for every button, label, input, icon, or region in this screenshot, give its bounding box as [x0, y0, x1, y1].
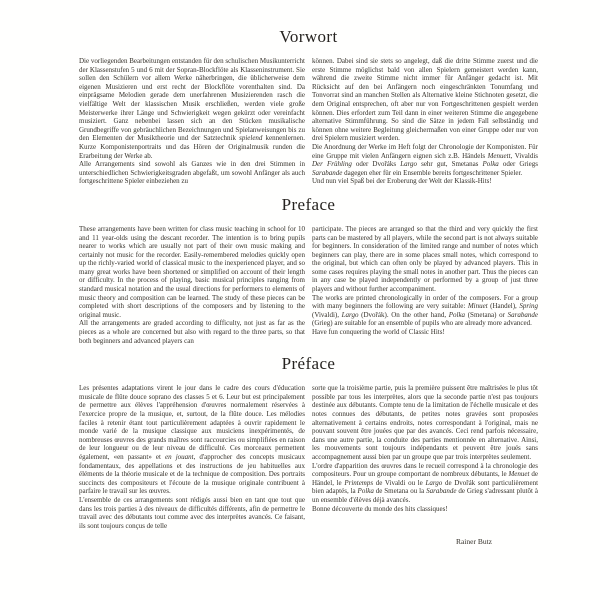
italic-title: Sarabande — [312, 168, 343, 177]
columns — [79, 225, 538, 345]
italic-title: Spring — [519, 302, 538, 311]
italic-title: Printemps — [344, 478, 374, 487]
text-column-1 — [79, 225, 305, 345]
section-preface — [79, 195, 538, 345]
paragraph: können. Dabei sind sie stets so angelegt, daß die dritte Stimme zuerst und die erste Stimme möglichst bald von allen Spielern gemeistert werden kann, während die zweite Stimme nicht immer für Anfänger gedacht ist. Mit Rücksicht auf den bei Anfängern noch eingeschränkten Tonumfang und Tonvorrat sind an manchen Stellen als Alternative kleine Stichnoten gesetzt, die dem Original entsprechen, oft aber nur von Fortgeschrittenen gespielt werden können. Dies erfordert zum Teil dann in einer weiteren Stimme die angegebene alternative Stimmführung. So sind die Sätze in jedem Fall selbständig und können ohne weitere Begleitung gleichermaßen von einer Gruppe oder nur von drei Spielern musiziert werden. — [312, 57, 538, 143]
text-column-2 — [312, 384, 538, 530]
italic-title: Sarabande — [426, 487, 457, 496]
section-title-preface-fr: Préface — [281, 354, 336, 374]
italic-title: Polka — [357, 487, 374, 496]
italic-title: Minuet — [467, 302, 488, 311]
italic-title: Sarabande — [507, 310, 538, 319]
section-title-preface: Preface — [281, 194, 336, 214]
section-title-vorwort: Vorwort — [279, 27, 338, 46]
italic-title: Menuett — [487, 151, 511, 160]
columns — [79, 57, 538, 186]
paragraph: Die vorliegenden Bearbeitungen entstanden für den schulischen Musikunterricht der Klassenstufen 5 und 6 mit der Sopran-Blockflöte als Klasseninstrument. Sie sollen den Schülern vor allem Werke näherbringen, die üblicherweise dem eigenen Musizieren und erst recht der Blockflöte vorenthalten sind. Da einprägsame Melodien gerade dem unerfahrenen Musizierenden rasch die vielfältige Welt der klassischen Musik erschließen, werden viele große Meisterwerke ihrer Länge und Schwierigkeit wegen gekürzt oder vereinfacht musiziert. Ganz nebenbei lassen sich an den Stücken musikalische Grundbegriffe von gebräuchlichen Bezeichnungen und Spielanweisungen bis zu den Elementen der Musiktheorie und der Satztechnik spielend kennenlernen. Kurze Komponistenportraits und das Hören der Originalmusik runden die Erarbeitung der Werke ab. — [79, 57, 305, 160]
section-preface-fr — [79, 354, 538, 530]
paragraph: Bonne découverte du monde des hits classiques! — [312, 504, 448, 513]
paragraph: Alle Arrangements sind sowohl als Ganzes wie in den drei Stimmen in unterschiedlichen Schwierigkeitsgraden abgefaßt, um sowohl Anfänger als auch fortgeschrittene Spieler einbeziehen zu — [79, 160, 305, 186]
paragraph: L'ordre d'apparition des œuvres dans le recueil correspond à la chronologie des compositeurs. Pour un groupe comportant de nombreux débutants, le Menuet de Händel, le Printemps de Vivaldi ou le Largo de Dvořák sont particulièrement bien adaptés, la Polka de Smetana ou la Sarabande de Grieg s'adressant plutôt à un ensemble d'élèves déjà avancés. — [312, 461, 539, 504]
paragraph: L'ensemble de ces arrangements sont rédigés aussi bien en tant que tout que dans les trois parties à des niveaux de difficultés différents, afin de permettre le travail avec des débutants tout comme avec des interprètes avancés. Ce faisant, ils sont toujours conçus de telle — [79, 495, 305, 530]
paragraph: Und nun viel Spaß bei der Eroberung der Welt der Klassik-Hits! — [312, 177, 492, 186]
author-signature: Rainer Butz — [455, 537, 493, 546]
italic-title: Der Frühling — [312, 160, 352, 169]
paragraph: Die Anordnung der Werke im Heft folgt der Chronologie der Komponisten. Für eine Gruppe mit vielen Anfängern eignen sich z.B. Händels Menuett, Vivaldis Der Frühling oder Dvořáks Largo sehr gut, Smetanas Polka oder Griegs Sarabande dagegen eher für ein Ensemble bereits fortgeschrittener Spieler. — [312, 142, 539, 177]
paragraph: Les présentes adaptations virent le jour dans le cadre des cours d'éducation musicale de flûte douce soprano des classes 5 et 6. Leur but est principalement de permettre aux élèves l'appréhension d'œuvres normalement réservées à l'exercice propre de la musique, et, surtout, de la flûte douce. Les mélodies faciles à retenir étant tout particulièrement adaptées à ouvrir rapidement le monde varié de la musique classique aux musiciens inexpérimentés, de nombreuses œuvres des grands maîtres sont raccourcies ou simplifiées en raison de leur longueur ou de leur niveau de difficulté. Ces morceaux permettent également, «en passant» et en jouant, d'approcher des concepts musicaux fondamentaux, des appellations et des instructions de jeu habituelles aux éléments de la théorie musicale et de la technique de composition. Des portraits succincts des compositeurs et l'écoute de la musique originale contribuent à parfaire le travail sur les œuvres. — [79, 384, 305, 496]
columns — [79, 384, 538, 530]
italic-title: Largo — [425, 478, 443, 487]
text-column-2 — [312, 57, 538, 186]
paragraph: All the arrangements are graded according to difficulty, not just as far as the pieces as a whole are concerned but also with regard to the three parts, so that both beginners and advanced players can — [79, 319, 305, 345]
italic-title: spielend — [239, 134, 263, 143]
italic-title: Largo — [400, 160, 418, 169]
italic-title: Polka — [448, 310, 466, 319]
text-column-1 — [79, 384, 305, 530]
italic-title: Largo — [341, 310, 359, 319]
paragraph: participate. The pieces are arranged so that the third and very quickly the first parts can be mastered by all players, while the second part is not always suitable for beginners. In consideration of the limited range and number of notes which beginners can play, there are in some places small notes, which correspond to the original, but which can often only be played by advanced players. This in some cases requires playing the small notes in another part. Thus the pieces can in any case be played independently or performed by a group of just three players and without further accompaniment. — [312, 224, 538, 294]
paragraph: The works are printed chronologically in order of the composers. For a group with many beginners the following are very suitable: Minuet (Handel), Spring (Vivaldi), Largo (Dvořák). On the other hand, Polka (Smetana) or Sarabande (Grieg) are suitable for an ensemble of pupils who are already more advanced. — [312, 293, 538, 328]
paragraph: These arrangements have been written for class music teaching in school for 10 and 11 year-olds using the descant recorder. The intention is to bring pupils nearer to works which are usually not part of their own music making and certainly not music for the recorder. Easily-remembered melodies quickly open up the richly-varied world of classical music to the inexperienced player, and so many great works have been shortened or simplified on account of their length or difficulty. In the process of playing, basic musical principles ranging from standard musical notation and the usual directions for performers to elements of music theory and composition can be learned. The study of these pieces can be completed with short descriptions of the composers and by listening to the original music. — [79, 224, 305, 319]
section-vorwort — [79, 27, 538, 186]
paragraph: sorte que la troisième partie, puis la première puissent être maîtrisées le plus tôt possible par tous les interprètes, alors que la seconde partie n'est pas toujours destinée aux débutants. Compte tenu de la limitation de l'échelle musicale et des notes connues des débutants, de petites notes gravées sont proposées alternativement à certains endroits, notes correspondant à l'original, mais ne pouvant souvent être jouées que par des avancés. Ceci rend parfois nécessaire, dans une autre partie, la conduite des parties mentionnée en alternative. Ainsi, les mouvements sont toujours indépendants et peuvent être joués sans accompagnement aussi bien par un groupe que par trois interprètes seulement. — [312, 384, 538, 461]
italic-title: Polka — [482, 160, 499, 169]
italic-title: Menuet — [508, 470, 530, 479]
italic-title: en jouant — [165, 452, 194, 461]
text-column-2 — [312, 225, 538, 345]
paragraph: Have fun conquering the world of Classic Hits! — [312, 328, 445, 337]
text-column-1 — [79, 57, 305, 186]
